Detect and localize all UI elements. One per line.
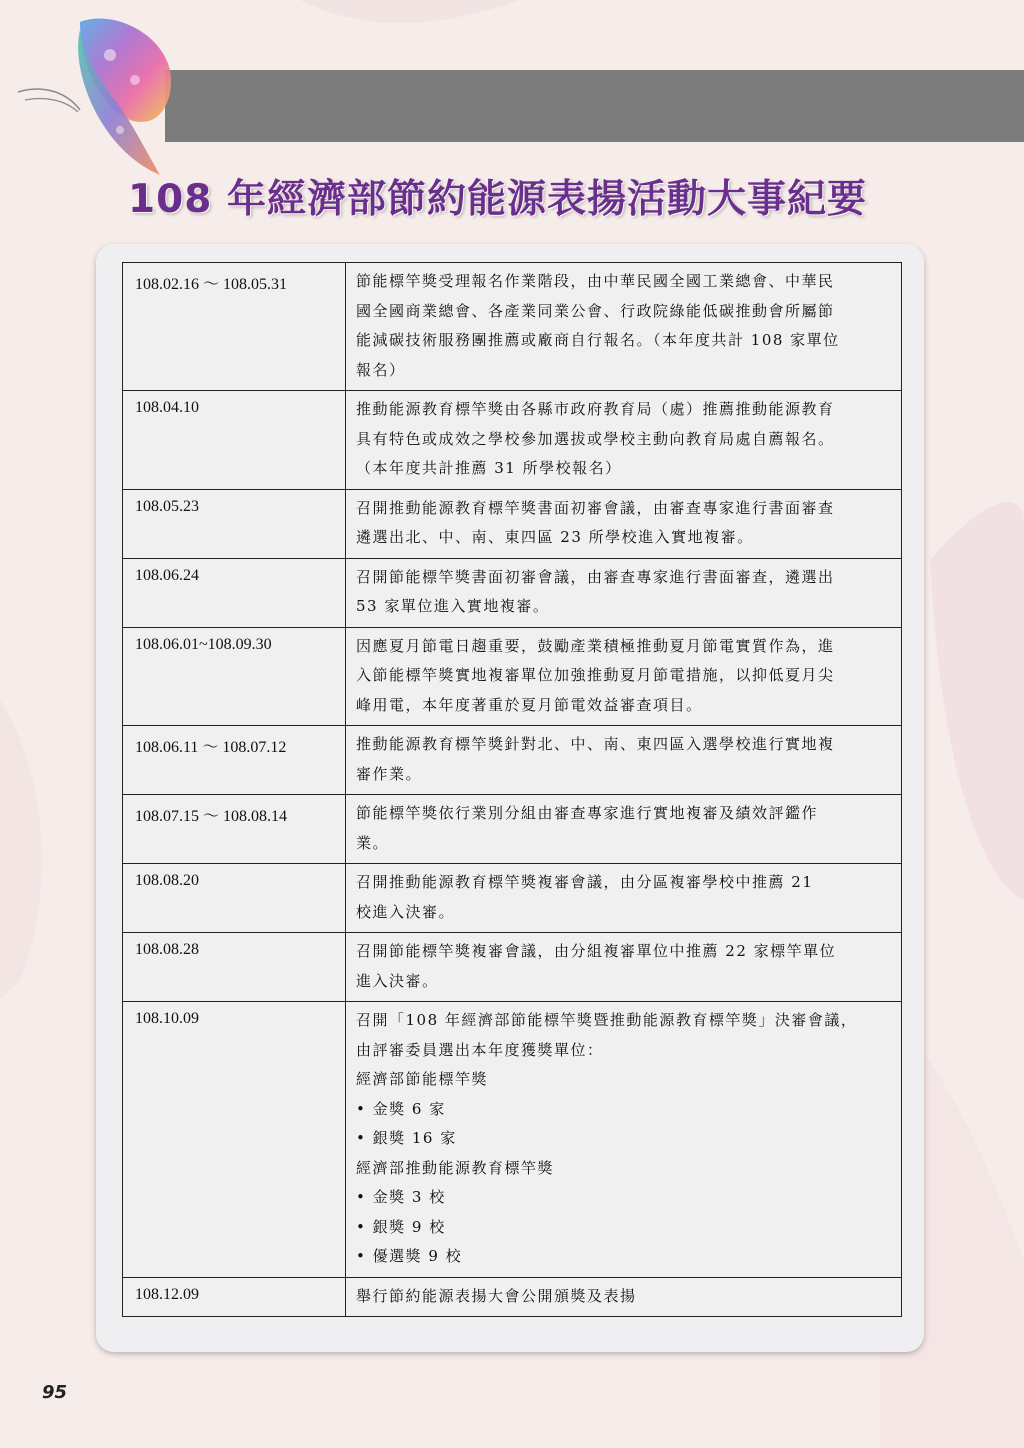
events-table xyxy=(122,262,902,1317)
description-line: 報名） xyxy=(356,360,406,379)
event-description xyxy=(346,627,902,726)
description-line: 入節能標竿獎實地複審單位加強推動夏月節電措施，以抑低夏月尖 xyxy=(356,666,835,684)
description-line: 能減碳技術服務團推薦或廠商自行報名。（本年度共計 108 家單位 xyxy=(356,331,840,349)
event-description xyxy=(346,1002,902,1278)
page-title: 108 年經濟部節約能源表揚活動大事紀要 xyxy=(128,177,867,222)
description-line: 審作業。 xyxy=(356,764,423,783)
description-line: 遴選出北、中、南、東四區 23 所學校進入實地複審。 xyxy=(356,528,754,546)
table-row xyxy=(123,1002,902,1278)
description-line: 進入決審。 xyxy=(356,971,439,990)
event-description xyxy=(346,726,902,795)
description-line: 推動能源教育標竿獎由各縣市政府教育局（處）推薦推動能源教育 xyxy=(356,400,835,418)
description-line: 峰用電，本年度著重於夏月節電效益審查項目。 xyxy=(356,695,703,714)
event-description xyxy=(346,391,902,490)
description-line: • 金獎 3 校 xyxy=(356,1188,446,1206)
description-line: 經濟部推動能源教育標竿獎 xyxy=(356,1158,555,1177)
table-row xyxy=(123,726,902,795)
description-line: 業。 xyxy=(356,833,390,852)
description-line: 校進入決審。 xyxy=(356,902,456,921)
event-date: 108.12.09 xyxy=(123,1277,346,1317)
description-line: 由評審委員選出本年度獲獎單位： xyxy=(356,1040,604,1059)
event-description xyxy=(346,864,902,933)
description-line: 53 家單位進入實地複審。 xyxy=(356,597,550,615)
description-line: 推動能源教育標竿獎針對北、中、南、東四區入選學校進行實地複 xyxy=(356,735,835,753)
description-line: 節能標竿獎依行業別分組由審查專家進行實地複審及績效評鑑作 xyxy=(356,804,819,822)
event-date: 108.08.20 xyxy=(123,864,346,933)
description-line: 舉行節約能源表揚大會公開頒獎及表揚 xyxy=(356,1286,637,1305)
table-row xyxy=(123,864,902,933)
table-row xyxy=(123,795,902,864)
description-line: 召開推動能源教育標竿獎書面初審會議，由審查專家進行書面審查 xyxy=(356,498,835,517)
event-date: 108.06.24 xyxy=(123,558,346,627)
event-description xyxy=(346,489,902,558)
description-line: 因應夏月節電日趨重要，鼓勵產業積極推動夏月節電實質作為，進 xyxy=(356,636,835,655)
description-line: 召開節能標竿獎書面初審會議，由審查專家進行書面審查，遴選出 xyxy=(356,567,835,586)
description-line: （本年度共計推薦 31 所學校報名） xyxy=(356,459,622,477)
description-line: 經濟部節能標竿獎 xyxy=(356,1070,489,1088)
butterfly-icon xyxy=(10,0,180,185)
table-row xyxy=(123,627,902,726)
description-line: 節能標竿獎受理報名作業階段，由中華民國全國工業總會、中華民 xyxy=(356,272,835,290)
table-row xyxy=(123,933,902,1002)
table-row xyxy=(123,558,902,627)
description-line: 召開推動能源教育標竿獎複審會議，由分區複審學校中推薦 21 xyxy=(356,873,814,891)
table-row xyxy=(123,263,902,391)
event-date: 108.04.10 xyxy=(123,391,346,490)
event-date: 108.06.11 ～ 108.07.12 xyxy=(123,726,346,795)
description-line: • 優選獎 9 校 xyxy=(356,1247,463,1265)
event-date: 108.07.15 ～ 108.08.14 xyxy=(123,795,346,864)
event-date: 108.08.28 xyxy=(123,933,346,1002)
event-description xyxy=(346,558,902,627)
event-description xyxy=(346,795,902,864)
table-row xyxy=(123,391,902,490)
event-date: 108.02.16 ～ 108.05.31 xyxy=(123,263,346,391)
page-number: 95 xyxy=(42,1382,68,1403)
table-row xyxy=(123,489,902,558)
event-description xyxy=(346,263,902,391)
description-line: • 銀獎 16 家 xyxy=(356,1129,457,1147)
description-line: 召開節能標竿獎複審會議，由分組複審單位中推薦 22 家標竿單位 xyxy=(356,942,837,960)
event-description xyxy=(346,933,902,1002)
description-line: 具有特色或成效之學校參加選拔或學校主動向教育局處自薦報名。 xyxy=(356,429,835,448)
event-description xyxy=(346,1277,902,1317)
description-line: • 銀獎 9 校 xyxy=(356,1217,446,1236)
event-date: 108.05.23 xyxy=(123,489,346,558)
description-line: • 金獎 6 家 xyxy=(356,1099,446,1118)
description-line: 國全國商業總會、各產業同業公會、行政院綠能低碳推動會所屬節 xyxy=(356,301,835,320)
event-date: 108.10.09 xyxy=(123,1002,346,1278)
description-line: 召開「108 年經濟部節能標竿獎暨推動能源教育標竿獎」決審會議， xyxy=(356,1011,858,1029)
event-date: 108.06.01~108.09.30 xyxy=(123,627,346,726)
header-banner xyxy=(165,70,1024,142)
table-row xyxy=(123,1277,902,1317)
